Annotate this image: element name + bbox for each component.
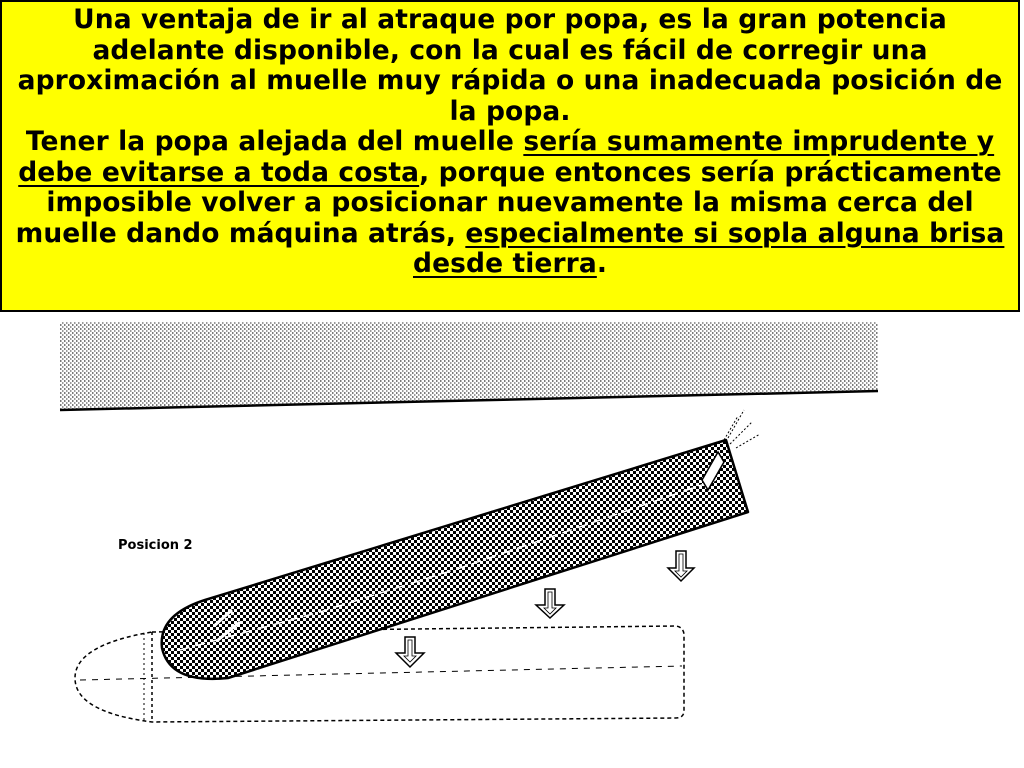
caption-emphasis-1: sería sumamente imprudente y debe evitarse a toda costa [18,126,995,188]
caption-text-1: Tener la popa alejada del muelle [25,126,524,157]
caption-text-3: . [596,248,607,279]
ship-hull [162,440,748,679]
down-arrow-icon [396,637,424,667]
down-arrow-icon [668,551,694,581]
caption-box [0,0,1020,312]
caption-paragraph-2 [6,127,1014,280]
ship-position-2 [162,410,760,679]
caption-paragraph-1: Una ventaja de ir al atraque por popa, es la gran potencia adelante disponible, con la cual es fácil de corregir una aproximación al muelle muy rápida o una inadecuada posición de la popa. [17,4,1003,127]
pier-surface [60,322,878,410]
ship-outline-centerline [80,666,682,680]
caption-text-2: , porque entonces sería prácticamente imposible volver a posicionar nuevamente la misma cerca del muelle dando máquina atrás, [15,156,1002,249]
down-arrow-icon [536,589,564,618]
position-label: Posicion 2 [118,538,193,553]
pier [60,322,878,410]
caption-emphasis-2: especialmente si sopla alguna brisa desde tierra [413,217,1005,279]
propeller-wash-icon [724,410,760,448]
